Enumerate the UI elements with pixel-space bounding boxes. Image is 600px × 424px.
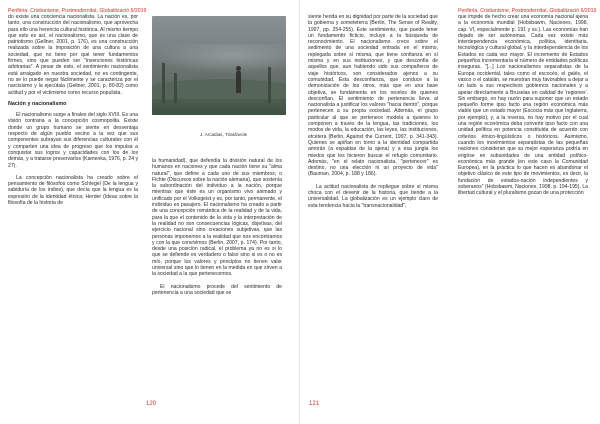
right-page (300, 0, 600, 424)
paragraph: La actitud nacionalista de repliegue sobre sí misma choca con el devenir de la historia, que tiende a la universalidad. La globalización es un ejemplo claro de esta tendencia hacia la "transnacionalidad", (308, 183, 438, 209)
landscape-photo (152, 16, 286, 115)
person-figure (236, 71, 241, 93)
page-number: 121 (309, 401, 320, 407)
page-number: 120 (146, 401, 157, 407)
running-header: Perifèria. Cristianisme, Postmodernitat, Globalització 6/2019 (8, 8, 147, 14)
paragraph: La concepción nacionalista ha creado sobre el pensamiento de filósofos como Schlegel (De la lengua y sabiduría de los indios), que decía que la lengua es la expresión de la identidad étnica; Herder (Ideas sobre la filosofía de la historia de (8, 174, 138, 207)
paragraph: El nacionalismo surge a finales del siglo XVIII. Es una visión contraria a la concepción cosmopolita. Existe donde un grupo humano se siente en desventaja respecto de algún pueblo vecino a la vez que sus componentes subrayan sus diferencias culturales con él y comparten una idea de progreso que los impulsa a conquistar sus logros y capacidades con los de los demás, y a tratarse preservarlos (Kamenka, 1976, p. 24 y 27). (8, 112, 138, 169)
section-heading: Nación y nacionalismo (8, 100, 67, 107)
paragraph: siente herida en su dignidad por parte de la sociedad que la gobierna y someteterra (Berlin, The Sense of Reality, 1997, pp. 254-255). Este sentimiento, que puede tener un fundamento ficticio, incluye a la búsqueda de reconocimiento. El nacionalismo crece sobre el sedimento de una sociedad entrada en el mismo, replegada sobre sí misma, que tiene confianza en sí misma y en sus instituciones, y que desconfía de aquellos que, aun habiendo sido sus compañeros de viaje históricos, son considerados ajenos a su comunidad. Esta desconfianza, que conduce a la demonización de los otros, más que en una base objetiva, se fundamenta en los recelos de quienes desconfían. El sentimiento de pertenencia lleva al nacionalista a justificar los valores "hacia dentro", porque pertenecen a su propia sociedad. Además, el grupo particular al que se pertenece modela a quienes lo componen a través de la lengua, las tradiciones, los modos de vida, la educación, las leyes, las instituciones, etcétera (Berlin, Against the Current, 1997, p. 341-343). Quienes se apiñan en torno a la identidad compartida amorán (a espaldas de la ajena) y a esa jungla los miedos que les hicieron buscar el refugio comunitario. Además, "en el relato nacionalista, "pertenecer" es destino, no una elección ni un proyecto de vida" (Bauman, 2004, p. 188 y 186). (308, 14, 438, 178)
right-column-2 (458, 14, 588, 197)
paragraph: do existe una conciencia nacionalista. La nación es, por tanto, una construcción del nacionalismo, que aprovecha para ello una herencia cultural histórica. Al mismo tiempo que esto es así, el nacionalismo, que es una clase de patriotismo (Gellner, 2001, p. 176), es una construcción realizada sobre la imposición de una cultura a una sociedad, que no tiene por qué tener fundamentos firmes, sino que pueden ser "invenciones históricas arbitrarias". A pesar de esto, el sentimiento nacionalista está arraigado en nuestra sociedad, no es contingente, no se lo puede negar fácilmente y se caracteriza por el narcisismo y la ejecútala (Gellner, 2001, p. 80-82) como actitud y por el victimismo como recurso populista. (8, 14, 138, 96)
paragraph: El nacionalismo procede del sentimiento de pertenencia a una sociedad que se (152, 283, 282, 296)
left-column-2 (152, 158, 282, 296)
left-column-1 (8, 14, 138, 206)
photo-caption: J. Arcadias, Tirasfavole (200, 132, 248, 137)
running-header: Perifèria. Cristianisme, Postmodernitat, Globalització 6/2019 (458, 8, 597, 14)
paragraph: que impide de hecho crear una economía nacional ajena a la economía mundial (Hobsbawm, Naciones, 1998, cap. VI, especialmente p. 191 y ss.). Las economías han dejado de ser autónomas. Cada vez existe más interdependencia económica, política, identitaria, tecnológica y cultural global, y la interdependencia de los Estados es cada vez mayor. El incremento de Estados pequeños incrementaría el número de entidades políticas inseguras. "[...] Los nacionalismos separatistas de la Europa occidental, tales como el escocés, el galés, el vasco o el catalán, se muestran muy favorables a dejar a un lado a sus respectivos gobiernos nacionales y a apelar directamente a Bruselas en calidad de 'regiones'. Sin embargo, no hay razón para suponer que un estado pequeño forme ipso facto una región económica más viable que un estado mayor (Escocia más que Inglaterra, por ejemplo), y, a la inversa, no hay motivo por el cual una región económica deba convertir ipso facto con una unidad política en potencia constituida de acuerdo con criterios étnico-lingüísticos o históricos. Asimismo, cuando los movimientos separatistas de las pequeñas naciones consideran que su mejor esperanza podría en erigirse en subunidades de una entidad político-económica más grande (en este caso la Comunidad Europea), en la práctica lo que hacen es abandonar el objetivo clásico de este tipo de movimientos, es decir, la fundación de estados-nación independientes y soberanos" (Hobsbawm, Naciones, 1998, p. 194-195). La libertad cultural y el pluralismo gozan de una protección (458, 14, 588, 197)
paragraph: la humanidad), que defendía la división natural de los humanos en naciones y que cada nación tiene su "alma natural", que define a cada uno de sus miembros; o Fichte (Discursos sobre la nación alemana), que sostenía la subordinación del individuo a la nación, porque mientras que éste es un organismo vivo animado y unificado por el Volksgeist y es, por tanto, permanente, el individuo es pasajero. El nacionalismo ha creado a partir de una concepción romántica de la realidad y de la vida, para la que el contenido de la vida y la interpretación de la realidad no son consecuencias lógicas, objetivas, del ejercicio nacional sino creaciones subjetivas, que las personas imponemos a la realidad que nos encontramos y con la que convivimos (Berlin, 2007, p. 174). Por tanto, desde una posición radical, el problema ya no es si lo que se defiende es verdadero o falso sino si es o no es mío, porque los valores y principios no tienen valor universal sino que lo tienen en la medida en que sirven a la sociedad a la que pertenecemos. (152, 158, 282, 278)
right-column-1 (308, 14, 438, 209)
